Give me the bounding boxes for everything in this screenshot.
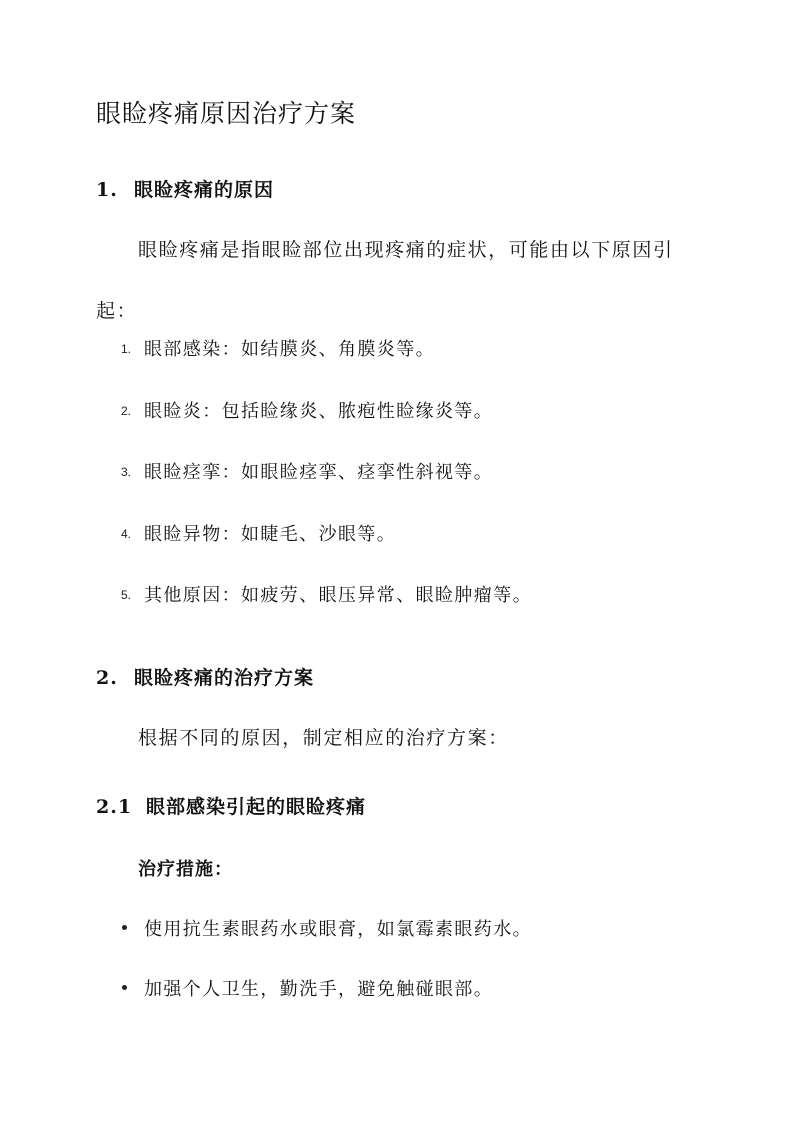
list-marker: 5. <box>121 588 132 602</box>
section-heading-text: 眼睑疼痛的原因 <box>134 179 275 201</box>
causes-intro-paragraph: 眼睑疼痛是指眼睑部位出现疼痛的症状，可能由以下原因引起： <box>96 239 674 322</box>
list-item-text: 使用抗生素眼药水或眼膏，如氯霉素眼药水。 <box>144 919 532 940</box>
treatment-measures-label: 治疗措施： <box>138 859 233 880</box>
bullet-icon <box>122 985 127 990</box>
section-heading-text: 眼部感染引起的眼睑疼痛 <box>146 796 367 818</box>
section-number: 2. <box>96 667 118 689</box>
bullet-icon <box>122 925 127 930</box>
section-number: 2.1 <box>96 796 133 818</box>
list-item-text: 眼睑异物：如睫毛、沙眼等。 <box>144 523 397 545</box>
list-item-text: 眼睑痉挛：如眼睑痉挛、痉挛性斜视等。 <box>144 462 494 483</box>
section-heading-causes <box>96 175 274 202</box>
section-heading-treatment <box>96 663 314 690</box>
section-number: 1. <box>96 179 118 201</box>
list-item-text: 加强个人卫生，勤洗手，避免触碰眼部。 <box>144 979 494 1000</box>
list-item-text: 眼部感染：如结膜炎、角膜炎等。 <box>144 339 435 360</box>
list-item-text: 眼睑炎：包括睑缘炎、脓疱性睑缘炎等。 <box>144 400 494 422</box>
list-marker: 3. <box>121 465 132 479</box>
section-heading-text: 眼睑疼痛的治疗方案 <box>134 667 315 689</box>
list-item-text: 其他原因：如疲劳、眼压异常、眼睑肿瘤等。 <box>144 585 532 606</box>
list-marker: 2. <box>121 403 132 418</box>
subsection-heading-infection <box>96 792 366 819</box>
list-marker: 4. <box>121 526 132 541</box>
list-marker: 1. <box>121 342 132 356</box>
document-title: 眼睑疼痛原因治疗方案 <box>96 99 357 128</box>
treatment-intro-paragraph: 根据不同的原因，制定相应的治疗方案： <box>138 727 509 749</box>
